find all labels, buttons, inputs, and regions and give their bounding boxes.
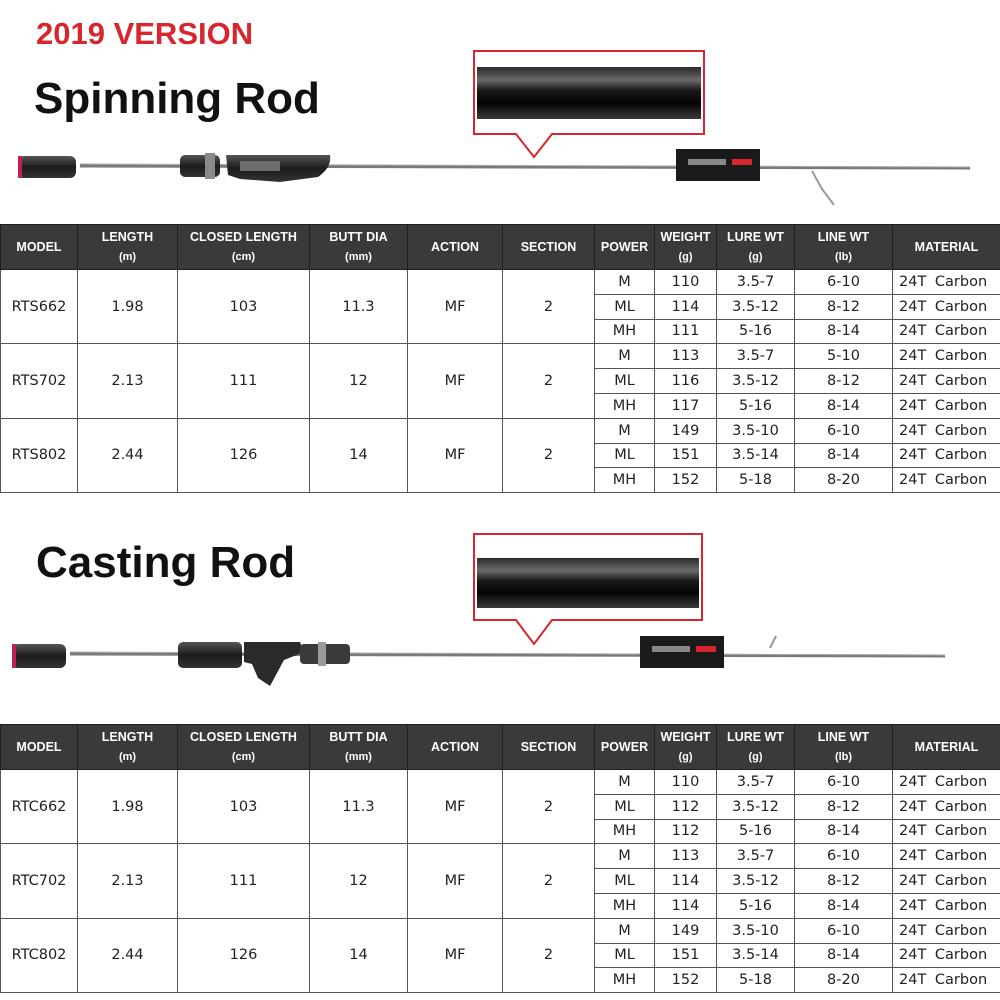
table-header-row (1, 225, 1000, 270)
length-cell: 1.98 (78, 770, 178, 844)
section-cell: 2 (503, 270, 595, 344)
column-header-unit: (g) (678, 751, 693, 763)
weight-cell: 114 (655, 294, 717, 319)
weight-cell: 113 (655, 344, 717, 369)
material-cell: 24T Carbon (893, 319, 1000, 344)
butt-dia-cell: 14 (310, 918, 408, 992)
material-cell: 24T Carbon (893, 468, 1000, 493)
power-cell: MH (595, 819, 655, 844)
column-header (1, 725, 78, 770)
column-header (408, 725, 503, 770)
casting-rod-title: Casting Rod (36, 538, 296, 587)
column-header (655, 225, 717, 270)
table-row (1, 844, 1000, 869)
section-cell: 2 (503, 770, 595, 844)
column-header (178, 225, 310, 270)
lure-wt-cell: 5-16 (717, 893, 795, 918)
blank-zoom-callout (474, 51, 704, 157)
column-header (178, 725, 310, 770)
line-wt-cell: 6-10 (795, 770, 893, 795)
column-header-label: ACTION (431, 240, 479, 254)
power-cell: MH (595, 968, 655, 993)
material-cell: 24T Carbon (893, 369, 1000, 394)
column-header-unit: (g) (678, 251, 693, 263)
model-cell: RTS662 (1, 270, 78, 344)
column-header-label: WEIGHT (660, 730, 711, 744)
casting-rod-image (0, 528, 1000, 698)
power-cell: MH (595, 393, 655, 418)
line-wt-cell: 5-10 (795, 344, 893, 369)
material-cell: 24T Carbon (893, 393, 1000, 418)
power-cell: MH (595, 319, 655, 344)
material-cell: 24T Carbon (893, 968, 1000, 993)
power-cell: ML (595, 794, 655, 819)
material-cell: 24T Carbon (893, 819, 1000, 844)
column-header (310, 225, 408, 270)
column-header (1, 225, 78, 270)
table-header-row (1, 725, 1000, 770)
weight-cell: 152 (655, 968, 717, 993)
rod-body (12, 636, 945, 686)
power-cell: M (595, 270, 655, 295)
section-cell: 2 (503, 918, 595, 992)
length-cell: 2.44 (78, 918, 178, 992)
lure-wt-cell: 5-18 (717, 968, 795, 993)
butt-dia-cell: 12 (310, 844, 408, 918)
column-header-label: POWER (600, 740, 649, 754)
column-header (503, 225, 595, 270)
weight-cell: 116 (655, 369, 717, 394)
lure-wt-cell: 3.5-12 (717, 294, 795, 319)
model-cell: RTS702 (1, 344, 78, 418)
lure-wt-cell: 3.5-7 (717, 270, 795, 295)
line-wt-cell: 6-10 (795, 844, 893, 869)
column-header-unit: (lb) (834, 251, 853, 263)
power-cell: MH (595, 468, 655, 493)
lure-wt-cell: 5-16 (717, 319, 795, 344)
closed-length-cell: 103 (178, 270, 310, 344)
weight-cell: 151 (655, 943, 717, 968)
weight-cell: 110 (655, 270, 717, 295)
power-cell: M (595, 344, 655, 369)
line-wt-cell: 8-14 (795, 319, 893, 344)
column-header (717, 225, 795, 270)
power-cell: ML (595, 869, 655, 894)
power-cell: ML (595, 369, 655, 394)
weight-cell: 112 (655, 819, 717, 844)
column-header (310, 725, 408, 770)
lure-wt-cell: 3.5-10 (717, 418, 795, 443)
model-cell: RTC802 (1, 918, 78, 992)
column-header-label: LINE WT (817, 730, 870, 744)
column-header-unit: (cm) (231, 251, 256, 263)
version-label: 2019 VERSION (36, 16, 254, 51)
column-header (717, 725, 795, 770)
line-wt-cell: 8-12 (795, 794, 893, 819)
butt-dia-cell: 12 (310, 344, 408, 418)
column-header-label: LURE WT (727, 730, 784, 744)
length-cell: 1.98 (78, 270, 178, 344)
section-cell: 2 (503, 418, 595, 492)
column-header-label: CLOSED LENGTH (190, 230, 297, 244)
column-header-label: POWER (600, 240, 649, 254)
power-cell: M (595, 918, 655, 943)
material-cell: 24T Carbon (893, 943, 1000, 968)
weight-cell: 112 (655, 794, 717, 819)
column-header-label: LENGTH (101, 230, 154, 244)
line-wt-cell: 8-20 (795, 468, 893, 493)
lure-wt-cell: 3.5-14 (717, 443, 795, 468)
column-header-label: BUTT DIA (329, 230, 388, 244)
table-row (1, 918, 1000, 943)
spinning-rod-title: Spinning Rod (34, 74, 320, 123)
lure-wt-cell: 3.5-7 (717, 844, 795, 869)
column-header-label: SECTION (520, 240, 577, 254)
line-wt-cell: 8-12 (795, 369, 893, 394)
line-wt-cell: 6-10 (795, 270, 893, 295)
weight-cell: 151 (655, 443, 717, 468)
column-header-unit: (cm) (231, 751, 256, 763)
weight-cell: 152 (655, 468, 717, 493)
section-cell: 2 (503, 844, 595, 918)
butt-dia-cell: 11.3 (310, 270, 408, 344)
weight-cell: 149 (655, 418, 717, 443)
lure-wt-cell: 5-16 (717, 393, 795, 418)
casting-rod-spec-table (0, 724, 1000, 993)
action-cell: MF (408, 844, 503, 918)
power-cell: MH (595, 893, 655, 918)
lure-wt-cell: 3.5-7 (717, 770, 795, 795)
column-header (893, 725, 1000, 770)
butt-dia-cell: 14 (310, 418, 408, 492)
column-header (408, 225, 503, 270)
rod-body (18, 149, 970, 205)
column-header (503, 725, 595, 770)
column-header-label: LINE WT (817, 230, 870, 244)
material-cell: 24T Carbon (893, 794, 1000, 819)
line-wt-cell: 8-14 (795, 943, 893, 968)
column-header-label: WEIGHT (660, 230, 711, 244)
line-wt-cell: 8-14 (795, 819, 893, 844)
column-header-unit: (m) (118, 251, 137, 263)
weight-cell: 149 (655, 918, 717, 943)
power-cell: M (595, 770, 655, 795)
weight-cell: 117 (655, 393, 717, 418)
power-cell: ML (595, 943, 655, 968)
column-header-label: LENGTH (101, 730, 154, 744)
material-cell: 24T Carbon (893, 918, 1000, 943)
weight-cell: 114 (655, 893, 717, 918)
column-header (795, 225, 893, 270)
column-header-unit: (g) (748, 751, 763, 763)
weight-cell: 110 (655, 770, 717, 795)
model-cell: RTC662 (1, 770, 78, 844)
model-cell: RTS802 (1, 418, 78, 492)
closed-length-cell: 111 (178, 344, 310, 418)
column-header-unit: (m) (118, 751, 137, 763)
lure-wt-cell: 5-16 (717, 819, 795, 844)
column-header-label: CLOSED LENGTH (190, 730, 297, 744)
power-cell: M (595, 418, 655, 443)
column-header-unit: (mm) (345, 751, 372, 763)
closed-length-cell: 126 (178, 418, 310, 492)
column-header-label: MATERIAL (914, 740, 979, 754)
lure-wt-cell: 3.5-12 (717, 369, 795, 394)
material-cell: 24T Carbon (893, 893, 1000, 918)
material-cell: 24T Carbon (893, 770, 1000, 795)
line-wt-cell: 6-10 (795, 918, 893, 943)
lure-wt-cell: 3.5-10 (717, 918, 795, 943)
spinning-rod-spec-table (0, 224, 1000, 493)
model-cell: RTC702 (1, 844, 78, 918)
lure-wt-cell: 5-18 (717, 468, 795, 493)
action-cell: MF (408, 270, 503, 344)
column-header (595, 225, 655, 270)
column-header (78, 725, 178, 770)
line-wt-cell: 8-14 (795, 393, 893, 418)
section-cell: 2 (503, 344, 595, 418)
table-row (1, 770, 1000, 795)
material-cell: 24T Carbon (893, 869, 1000, 894)
lure-wt-cell: 3.5-7 (717, 344, 795, 369)
action-cell: MF (408, 918, 503, 992)
material-cell: 24T Carbon (893, 443, 1000, 468)
column-header-unit: (mm) (345, 251, 372, 263)
line-wt-cell: 8-14 (795, 893, 893, 918)
column-header (893, 225, 1000, 270)
column-header-unit: (lb) (834, 751, 853, 763)
material-cell: 24T Carbon (893, 344, 1000, 369)
column-header (78, 225, 178, 270)
butt-dia-cell: 11.3 (310, 770, 408, 844)
column-header-label: MODEL (16, 740, 62, 754)
column-header-label: ACTION (431, 740, 479, 754)
length-cell: 2.13 (78, 844, 178, 918)
closed-length-cell: 126 (178, 918, 310, 992)
line-wt-cell: 8-20 (795, 968, 893, 993)
column-header-label: SECTION (520, 740, 577, 754)
table-row (1, 270, 1000, 295)
material-cell: 24T Carbon (893, 270, 1000, 295)
weight-cell: 113 (655, 844, 717, 869)
lure-wt-cell: 3.5-14 (717, 943, 795, 968)
line-wt-cell: 8-14 (795, 443, 893, 468)
spinning-rod-image (0, 45, 1000, 215)
column-header-label: BUTT DIA (329, 730, 388, 744)
lure-wt-cell: 3.5-12 (717, 869, 795, 894)
power-cell: ML (595, 294, 655, 319)
material-cell: 24T Carbon (893, 294, 1000, 319)
closed-length-cell: 111 (178, 844, 310, 918)
lure-wt-cell: 3.5-12 (717, 794, 795, 819)
material-cell: 24T Carbon (893, 844, 1000, 869)
action-cell: MF (408, 770, 503, 844)
action-cell: MF (408, 344, 503, 418)
column-header-label: MODEL (16, 240, 62, 254)
column-header (655, 725, 717, 770)
column-header-label: LURE WT (727, 230, 784, 244)
column-header (595, 725, 655, 770)
material-cell: 24T Carbon (893, 418, 1000, 443)
line-wt-cell: 8-12 (795, 294, 893, 319)
power-cell: M (595, 844, 655, 869)
table-row (1, 418, 1000, 443)
blank-zoom-callout (474, 534, 702, 644)
length-cell: 2.13 (78, 344, 178, 418)
weight-cell: 111 (655, 319, 717, 344)
length-cell: 2.44 (78, 418, 178, 492)
column-header-label: MATERIAL (914, 240, 979, 254)
weight-cell: 114 (655, 869, 717, 894)
line-wt-cell: 6-10 (795, 418, 893, 443)
column-header-unit: (g) (748, 251, 763, 263)
power-cell: ML (595, 443, 655, 468)
closed-length-cell: 103 (178, 770, 310, 844)
table-row (1, 344, 1000, 369)
action-cell: MF (408, 418, 503, 492)
line-wt-cell: 8-12 (795, 869, 893, 894)
column-header (795, 725, 893, 770)
